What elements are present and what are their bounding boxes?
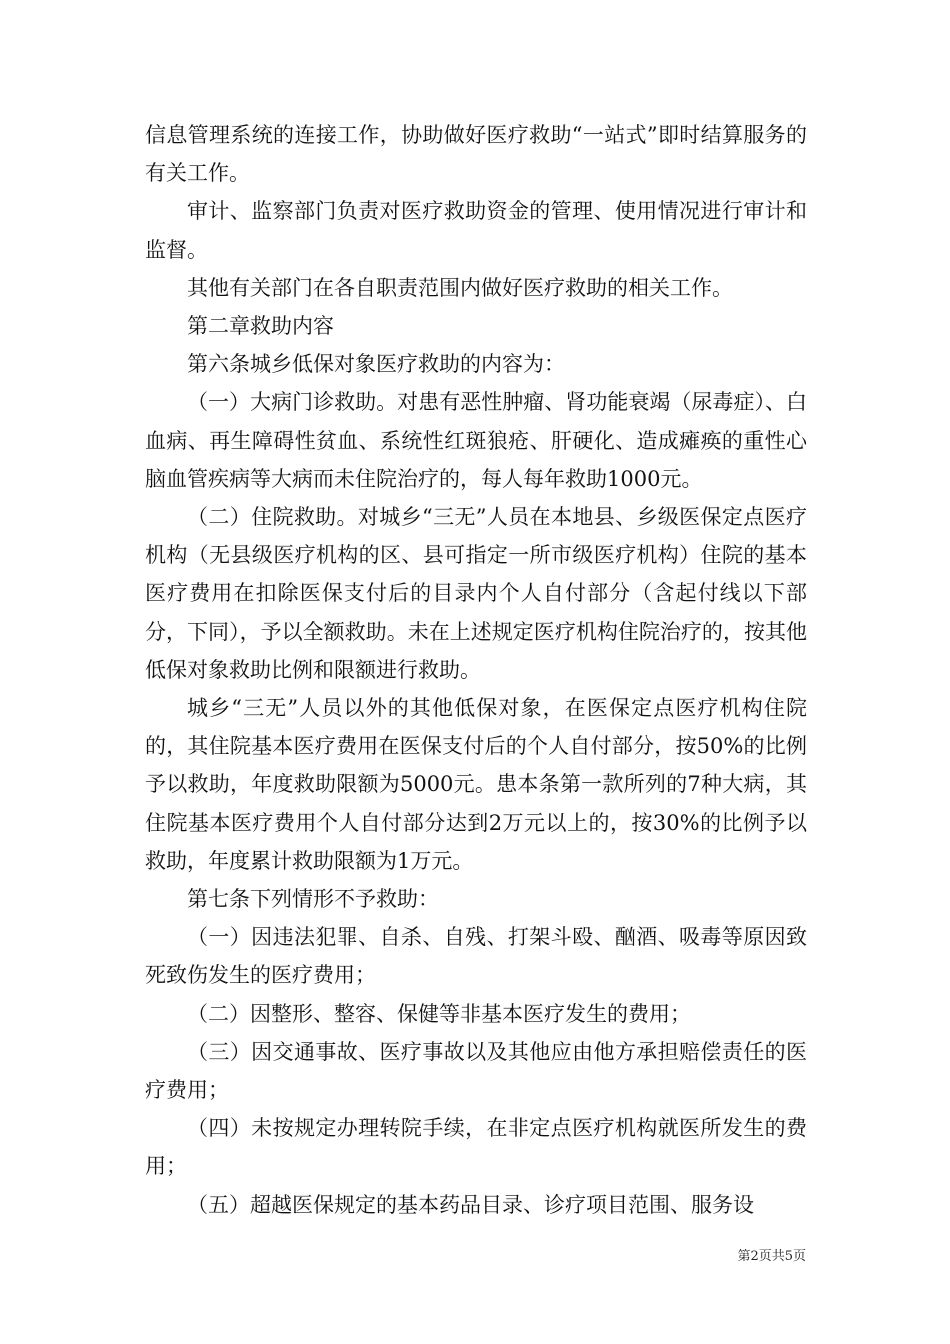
exclusion-item-1: （一）因违法犯罪、自杀、自残、打架斗殴、酗酒、吸毒等原因致死致伤发生的医疗费用；	[145, 925, 807, 988]
article-heading-7: 第七条下列情形不予救助：	[187, 887, 439, 912]
page-number: 第2页共5页	[737, 1249, 806, 1264]
article-heading-6: 第六条城乡低保对象医疗救助的内容为：	[187, 352, 565, 377]
chapter-heading: 第二章救助内容	[187, 314, 334, 339]
paragraph-continuation: 信息管理系统的连接工作，协助做好医疗救助“一站式”即时结算服务的有关工作。	[145, 123, 807, 186]
paragraph-inpatient-aid: （二）住院救助。对城乡“三无”人员在本地县、乡级医保定点医疗机构（无县级医疗机构的区、县可指定一所市级医疗机构）住院的基本医疗费用在扣除医保支付后的目录内个人自付部分（含起付线以下部分，下同），予以全额救助。未在上述规定医疗机构住院治疗的，按其他低保对象救助比例和限额进行救助。	[145, 505, 807, 682]
paragraph-other-departments: 其他有关部门在各自职责范围内做好医疗救助的相关工作。	[187, 275, 733, 300]
paragraph-audit-supervision: 审计、监察部门负责对医疗救助资金的管理、使用情况进行审计和监督。	[145, 199, 807, 262]
exclusion-item-4: （四）未按规定办理转院手续，在非定点医疗机构就医所发生的费用；	[145, 1116, 807, 1179]
exclusion-item-5: （五）超越医保规定的基本药品目录、诊疗项目范围、服务设	[187, 1192, 754, 1217]
exclusion-item-2: （二）因整形、整容、保健等非基本医疗发生的费用；	[187, 1001, 691, 1026]
document-body	[145, 116, 807, 1224]
paragraph-outpatient-aid: （一）大病门诊救助。对患有恶性肿瘤、肾功能衰竭（尿毒症）、白血病、再生障碍性贫血、系统性红斑狼疮、肝硬化、造成瘫痪的重性心脑血管疾病等大病而未住院治疗的，每人每年救助1000元。	[145, 390, 807, 491]
exclusion-item-3: （三）因交通事故、医疗事故以及其他应由他方承担赔偿责任的医疗费用；	[145, 1039, 807, 1103]
paragraph-other-recipients: 城乡“三无”人员以外的其他低保对象，在医保定点医疗机构住院的，其住院基本医疗费用在医保支付后的个人自付部分，按50%的比例予以救助，年度救助限额为5000元。患本条第一款所列的7种大病，其住院基本医疗费用个人自付部分达到2万元以上的，按30%的比例予以救助，年度累计救助限额为1万元。	[145, 696, 807, 873]
